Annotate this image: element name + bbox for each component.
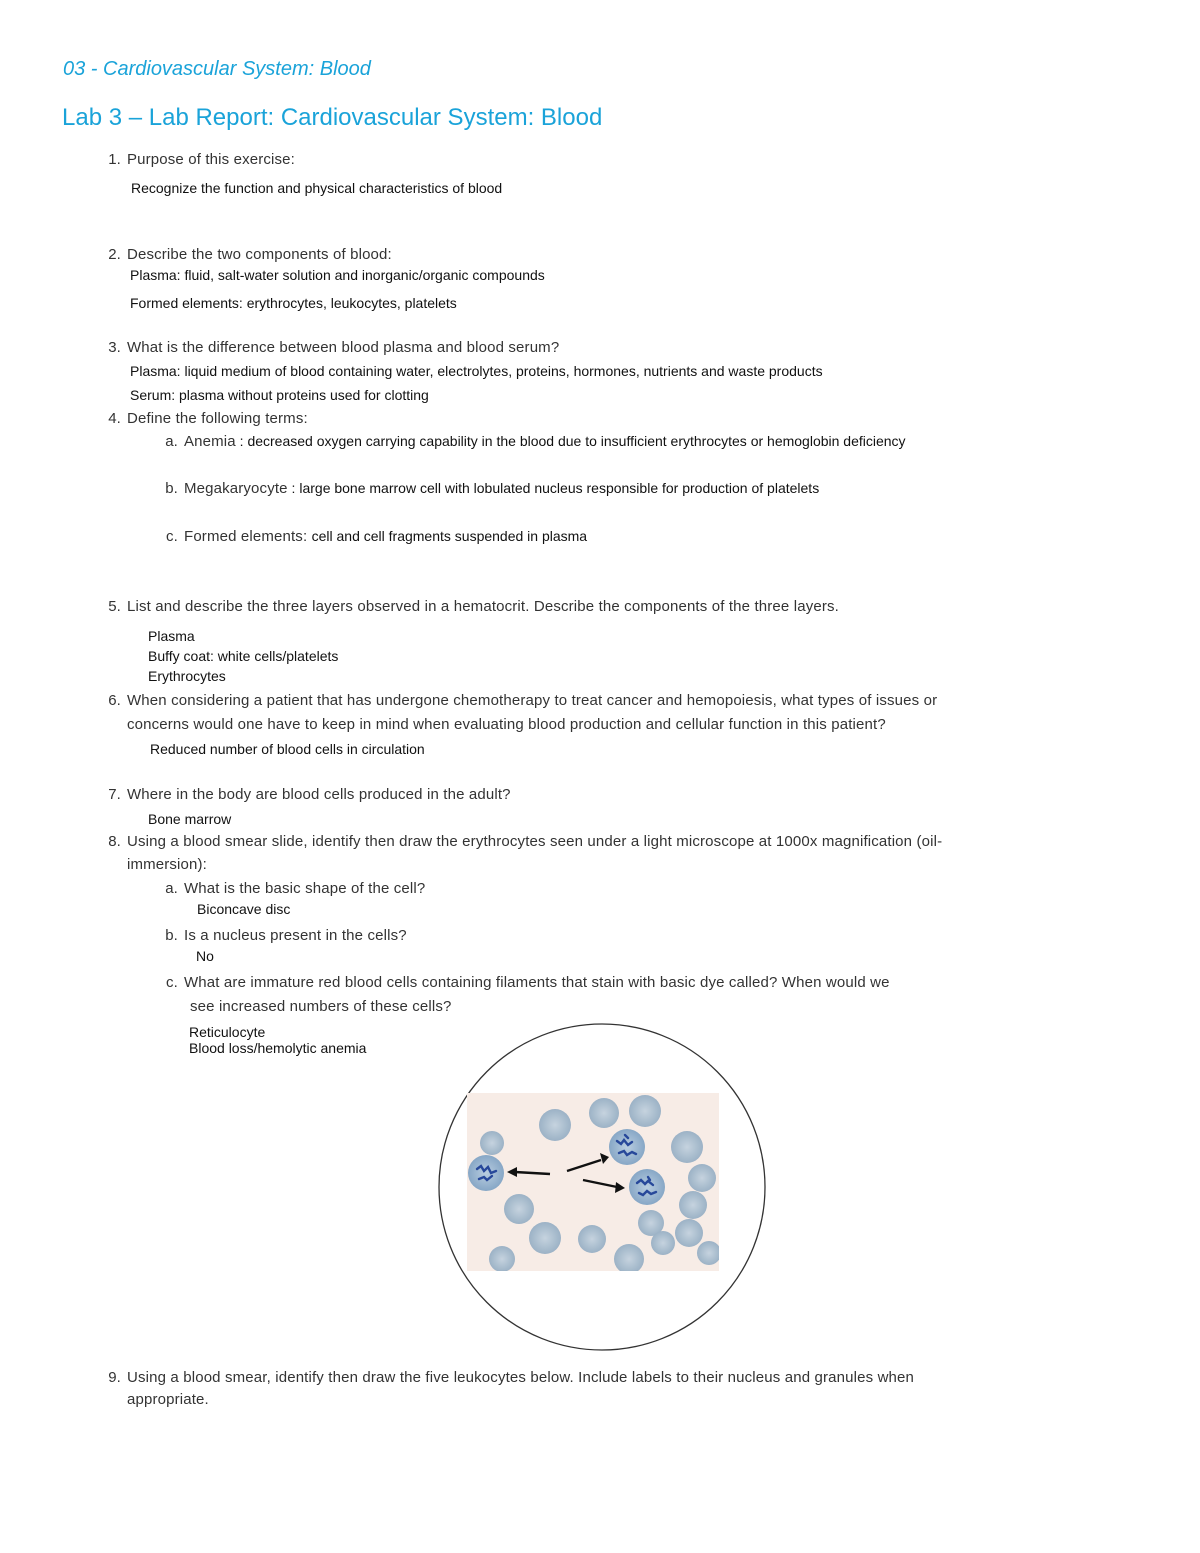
- reticulocyte: [468, 1155, 504, 1191]
- question-9-continued: appropriate.: [127, 1391, 209, 1408]
- question-number: 2.: [108, 246, 121, 263]
- question-6: [99, 692, 937, 709]
- erythrocyte: [489, 1246, 515, 1271]
- question-6-continued: concerns would one have to keep in mind when evaluating blood production and cellular function in this patient?: [127, 716, 886, 733]
- page-header: 03 - Cardiovascular System: Blood: [63, 58, 371, 80]
- question-number: 7.: [108, 786, 121, 803]
- question-text: Define the following terms:: [127, 410, 308, 427]
- question-2: [99, 246, 392, 263]
- erythrocyte: [629, 1095, 661, 1127]
- question-3: [99, 339, 559, 356]
- question-number: 6.: [108, 692, 121, 709]
- term-definition: large bone marrow cell with lobulated nucleus responsible for production of platelets: [299, 480, 820, 496]
- question-number: 1.: [108, 151, 121, 168]
- answer-3-plasma: Plasma: liquid medium of blood containing water, electrolytes, proteins, hormones, nutrients and waste products: [130, 363, 823, 379]
- question-number: 9.: [108, 1369, 121, 1386]
- blood-smear-image: [467, 1093, 719, 1271]
- answer-8a: Biconcave disc: [197, 901, 291, 917]
- answer-8c-condition: Blood loss/hemolytic anemia: [189, 1040, 367, 1056]
- answer-8c-name: Reticulocyte: [189, 1024, 266, 1040]
- question-text: What is the difference between blood plasma and blood serum?: [127, 339, 560, 356]
- question-number: 4.: [108, 410, 121, 427]
- question-text: List and describe the three layers observed in a hematocrit. Describe the components of the three layers.: [127, 598, 839, 615]
- erythrocyte: [578, 1225, 606, 1253]
- question-8: [99, 833, 942, 850]
- answer-6: Reduced number of blood cells in circulation: [150, 741, 425, 757]
- erythrocyte: [675, 1219, 703, 1247]
- question-1: [99, 151, 295, 168]
- erythrocyte: [504, 1194, 534, 1224]
- question-text: Describe the two components of blood:: [127, 246, 392, 263]
- question-9: [99, 1369, 914, 1386]
- page-title: Lab 3 – Lab Report: Cardiovascular System: Blood: [62, 104, 603, 131]
- answer-5-layer: Plasma: [148, 628, 195, 644]
- erythrocyte: [539, 1109, 571, 1141]
- erythrocyte: [679, 1191, 707, 1219]
- question-text: Using a blood smear, identify then draw the five leukocytes below. Include labels to their nucleus and granules when: [127, 1369, 915, 1386]
- term-label: Megakaryocyte: [184, 480, 288, 497]
- erythrocyte: [651, 1231, 675, 1255]
- question-4: [99, 410, 308, 427]
- erythrocyte: [529, 1222, 561, 1254]
- question-8c: c. What are immature red blood cells containing filaments that stain with basic dye called? When would we: [166, 974, 890, 991]
- question-5: [99, 598, 839, 615]
- question-number: 8.: [108, 833, 121, 850]
- question-number: 5.: [108, 598, 121, 615]
- erythrocyte: [671, 1131, 703, 1163]
- reticulocyte: [629, 1169, 665, 1205]
- answer-1: Recognize the function and physical characteristics of blood: [131, 180, 503, 196]
- erythrocyte: [589, 1098, 619, 1128]
- term-label: Anemia: [184, 433, 236, 450]
- answer-7: Bone marrow: [148, 811, 232, 827]
- question-8-continued: immersion):: [127, 856, 207, 873]
- question-8b: b. Is a nucleus present in the cells?: [165, 927, 407, 944]
- question-number: 3.: [108, 339, 121, 356]
- answer-5-layer: Erythrocytes: [148, 668, 226, 684]
- reticulocyte: [609, 1129, 645, 1165]
- answer-3-serum: Serum: plasma without proteins used for clotting: [130, 387, 429, 403]
- term-megakaryocyte: b. Megakaryocyte : large bone marrow cell with lobulated nucleus responsible for production of platelets: [165, 480, 820, 497]
- term-label: Formed elements: [184, 528, 303, 545]
- term-anemia: a. Anemia : decreased oxygen carrying capability in the blood due to insufficient erythrocytes or hemoglobin deficiency: [165, 433, 906, 450]
- question-7: [99, 786, 511, 803]
- question-8c-continued: see increased numbers of these cells?: [190, 998, 452, 1015]
- question-text: When considering a patient that has undergone chemotherapy to treat cancer and hemopoiesis, what types of issues or: [127, 692, 938, 709]
- erythrocyte: [688, 1164, 716, 1192]
- answer-2-formed-elements: Formed elements: erythrocytes, leukocytes, platelets: [130, 295, 457, 311]
- question-text: Using a blood smear slide, identify then draw the erythrocytes seen under a light microscope at 1000x magnification (oil-: [127, 833, 943, 850]
- question-text: Purpose of this exercise:: [127, 151, 295, 168]
- erythrocyte: [480, 1131, 504, 1155]
- answer-8b: No: [196, 948, 214, 964]
- term-definition: decreased oxygen carrying capability in the blood due to insufficient erythrocytes or hemoglobin deficiency: [247, 433, 906, 449]
- answer-5-layer: Buffy coat: white cells/platelets: [148, 648, 339, 664]
- question-text: Where in the body are blood cells produced in the adult?: [127, 786, 511, 803]
- question-8a: a. What is the basic shape of the cell?: [165, 880, 426, 897]
- answer-2-plasma: Plasma: fluid, salt-water solution and inorganic/organic compounds: [130, 267, 545, 283]
- term-definition: cell and cell fragments suspended in plasma: [311, 528, 588, 544]
- term-formed-elements: c. Formed elements: cell and cell fragments suspended in plasma: [166, 528, 588, 545]
